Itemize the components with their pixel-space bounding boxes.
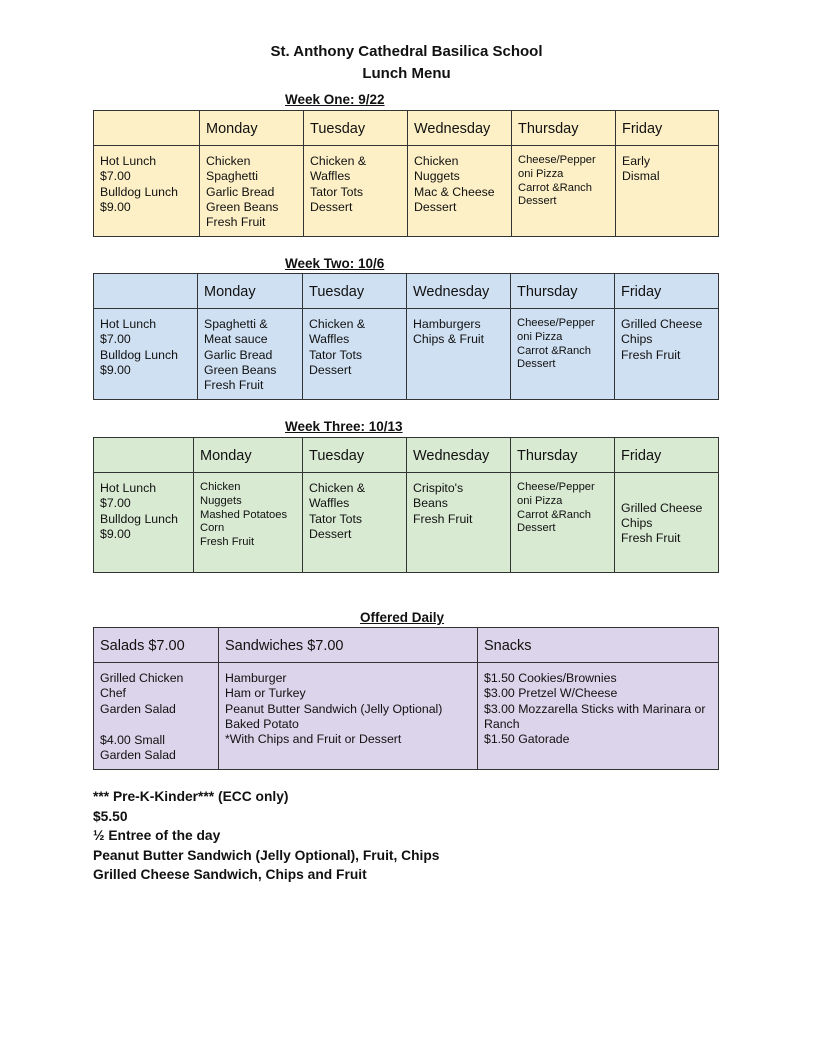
sandwiches-cell xyxy=(219,663,478,770)
menu-item: Fresh Fruit xyxy=(413,511,473,526)
menu-cell-monday xyxy=(200,146,304,237)
offered-daily-header-row xyxy=(94,628,719,663)
menu-item: Nuggets xyxy=(200,494,242,507)
week-two-menu-row xyxy=(94,309,719,400)
menu-item: Waffles xyxy=(309,332,350,347)
snack-item: $3.00 Pretzel W/Cheese xyxy=(484,686,618,701)
salads-cell xyxy=(94,663,219,770)
snack-item: $1.50 Cookies/Brownies xyxy=(484,671,617,685)
week-one-menu-row xyxy=(94,146,719,237)
menu-item: Spaghetti xyxy=(206,169,258,184)
sandwiches-header: Sandwiches $7.00 xyxy=(219,628,478,663)
menu-item: Dessert xyxy=(518,195,557,208)
menu-item: Carrot &Ranch xyxy=(518,181,592,194)
price-line: Bulldog Lunch xyxy=(100,511,178,526)
day-header: Monday xyxy=(198,274,303,309)
salad-spacer xyxy=(100,717,212,733)
price-cell xyxy=(94,309,198,400)
prek-line: Peanut Butter Sandwich (Jelly Optional), Fruit, Chips xyxy=(93,847,440,863)
menu-item: Dessert xyxy=(310,199,353,214)
menu-cell-tuesday xyxy=(304,146,408,237)
menu-item: Chicken & xyxy=(309,317,366,331)
menu-item: Tator Tots xyxy=(309,347,363,362)
day-header: Friday xyxy=(616,111,719,146)
day-header: Tuesday xyxy=(303,438,407,473)
salad-item: Garden Salad xyxy=(100,748,176,763)
menu-cell-monday xyxy=(194,473,303,573)
price-line: Hot Lunch xyxy=(100,317,157,331)
menu-cell-thursday xyxy=(512,146,616,237)
price-line: $9.00 xyxy=(100,362,131,377)
day-header: Monday xyxy=(194,438,303,473)
menu-item: Fresh Fruit xyxy=(204,378,264,393)
snacks-cell xyxy=(478,663,719,770)
menu-item: Grilled Cheese xyxy=(621,317,703,331)
prek-title: *** Pre-K-Kinder*** (ECC only) xyxy=(93,789,289,804)
menu-item: Cheese/Pepper xyxy=(517,317,595,329)
price-line: $9.00 xyxy=(100,526,131,541)
menu-item: Early xyxy=(622,154,651,168)
menu-item: Tator Tots xyxy=(310,184,364,199)
menu-cell-thursday xyxy=(511,309,615,400)
menu-item: Dismal xyxy=(622,169,660,184)
menu-item: Green Beans xyxy=(206,199,279,214)
week-two-heading: Week Two: 10/6 xyxy=(285,256,385,271)
salad-item: Garden Salad xyxy=(100,701,176,716)
blank-header-cell xyxy=(94,111,200,146)
menu-cell-thursday xyxy=(511,473,615,573)
offered-daily-heading: Offered Daily xyxy=(360,610,445,625)
menu-item: Waffles xyxy=(309,496,350,511)
offered-daily-table xyxy=(93,627,719,770)
menu-item: Cheese/Pepper xyxy=(518,154,596,166)
week-three-heading: Week Three: 10/13 xyxy=(285,419,403,434)
menu-item: Tator Tots xyxy=(309,511,363,526)
menu-item: Chips xyxy=(621,332,653,347)
menu-item: oni Pizza xyxy=(518,167,564,180)
sandwich-item: Hamburger xyxy=(225,671,287,685)
price-cell xyxy=(94,146,200,237)
sandwich-item: Baked Potato xyxy=(225,716,299,731)
sandwich-item: Ham or Turkey xyxy=(225,686,306,701)
menu-item: Fresh Fruit xyxy=(621,531,681,546)
menu-cell-wednesday xyxy=(407,309,511,400)
menu-cell-wednesday xyxy=(408,146,512,237)
menu-cell-wednesday xyxy=(407,473,511,573)
menu-subtitle: Lunch Menu xyxy=(362,65,451,82)
week-three-menu-row xyxy=(94,473,719,573)
day-header: Thursday xyxy=(511,438,615,473)
menu-item: Chips xyxy=(621,515,653,530)
menu-item: Chicken & xyxy=(309,481,366,495)
salads-header: Salads $7.00 xyxy=(94,628,219,663)
price-line: Hot Lunch xyxy=(100,154,157,168)
menu-item: oni Pizza xyxy=(517,494,563,507)
week-one-header-row xyxy=(94,111,719,146)
menu-item: Dessert xyxy=(517,358,556,371)
menu-item: Dessert xyxy=(309,362,352,377)
menu-item: Dessert xyxy=(517,522,556,535)
salad-item: Chef xyxy=(100,686,126,701)
menu-cell-tuesday xyxy=(303,473,407,573)
prek-line: Grilled Cheese Sandwich, Chips and Fruit xyxy=(93,867,367,882)
day-header: Wednesday xyxy=(408,111,512,146)
menu-cell-friday xyxy=(616,146,719,237)
menu-item: Grilled Cheese xyxy=(621,500,703,515)
blank-header-cell xyxy=(94,274,198,309)
menu-cell-friday xyxy=(615,473,719,573)
day-header: Wednesday xyxy=(407,274,511,309)
day-header: Friday xyxy=(615,438,719,473)
menu-item: Green Beans xyxy=(204,362,277,377)
menu-item: Corn xyxy=(200,522,225,535)
menu-item: Mac & Cheese xyxy=(414,184,495,199)
price-line: Bulldog Lunch xyxy=(100,347,178,362)
blank-header-cell xyxy=(94,438,194,473)
day-header: Monday xyxy=(200,111,304,146)
price-line: Bulldog Lunch xyxy=(100,184,178,199)
menu-item: Fresh Fruit xyxy=(200,536,255,549)
day-header: Tuesday xyxy=(304,111,408,146)
menu-item: Hamburgers xyxy=(413,317,481,331)
price-cell xyxy=(94,473,194,573)
menu-item: Waffles xyxy=(310,169,351,184)
week-two-header-row xyxy=(94,274,719,309)
menu-item: Meat sauce xyxy=(204,332,268,347)
day-header: Thursday xyxy=(511,274,615,309)
prek-line: ½ Entree of the day xyxy=(93,828,221,843)
week-three-table xyxy=(93,437,719,573)
price-line: $9.00 xyxy=(100,199,131,214)
menu-item: Cheese/Pepper xyxy=(517,481,595,493)
week-two-table xyxy=(93,273,719,400)
menu-item: Crispito's xyxy=(413,481,464,495)
menu-item: Dessert xyxy=(414,199,457,214)
day-header: Wednesday xyxy=(407,438,511,473)
menu-item: Mashed Potatoes xyxy=(200,508,288,521)
week-three-header-row xyxy=(94,438,719,473)
menu-cell-friday xyxy=(615,309,719,400)
menu-item: Chicken & xyxy=(310,154,367,168)
day-header: Tuesday xyxy=(303,274,407,309)
price-line: $7.00 xyxy=(100,332,131,347)
menu-item: Beans xyxy=(413,496,448,511)
day-header: Thursday xyxy=(512,111,616,146)
menu-item: Chicken xyxy=(200,481,241,493)
prek-section xyxy=(93,787,440,885)
menu-item: Chips & Fruit xyxy=(413,332,485,347)
menu-item: Fresh Fruit xyxy=(206,215,266,230)
menu-item: Chicken xyxy=(414,154,459,168)
day-header: Friday xyxy=(615,274,719,309)
snack-item: $1.50 Gatorade xyxy=(484,732,570,747)
week-one-heading: Week One: 9/22 xyxy=(285,92,385,107)
menu-cell-tuesday xyxy=(303,309,407,400)
menu-item: Dessert xyxy=(309,526,352,541)
menu-item: Garlic Bread xyxy=(204,347,273,362)
menu-item: Fresh Fruit xyxy=(621,347,681,362)
salad-item: $4.00 Small xyxy=(100,732,165,747)
week-one-table xyxy=(93,110,719,237)
offered-daily-row xyxy=(94,663,719,770)
sandwich-item: Peanut Butter Sandwich (Jelly Optional) xyxy=(225,701,443,716)
menu-cell-monday xyxy=(198,309,303,400)
snacks-header: Snacks xyxy=(478,628,719,663)
sandwich-item: *With Chips and Fruit or Dessert xyxy=(225,732,402,747)
menu-item: oni Pizza xyxy=(517,330,563,343)
price-line: $7.00 xyxy=(100,496,131,511)
prek-price: $5.50 xyxy=(93,808,128,824)
school-title: St. Anthony Cathedral Basilica School xyxy=(270,43,543,60)
menu-item: Nuggets xyxy=(414,169,460,184)
price-line: $7.00 xyxy=(100,169,131,184)
salad-item: Grilled Chicken xyxy=(100,671,184,685)
menu-item: Spaghetti & xyxy=(204,317,268,331)
menu-item: Chicken xyxy=(206,154,251,168)
menu-item: Carrot &Ranch xyxy=(517,508,591,521)
menu-item: Carrot &Ranch xyxy=(517,344,591,357)
menu-item: Garlic Bread xyxy=(206,184,275,199)
snack-item: $3.00 Mozzarella Sticks with Marinara or Ranch xyxy=(484,701,706,731)
price-line: Hot Lunch xyxy=(100,481,157,495)
